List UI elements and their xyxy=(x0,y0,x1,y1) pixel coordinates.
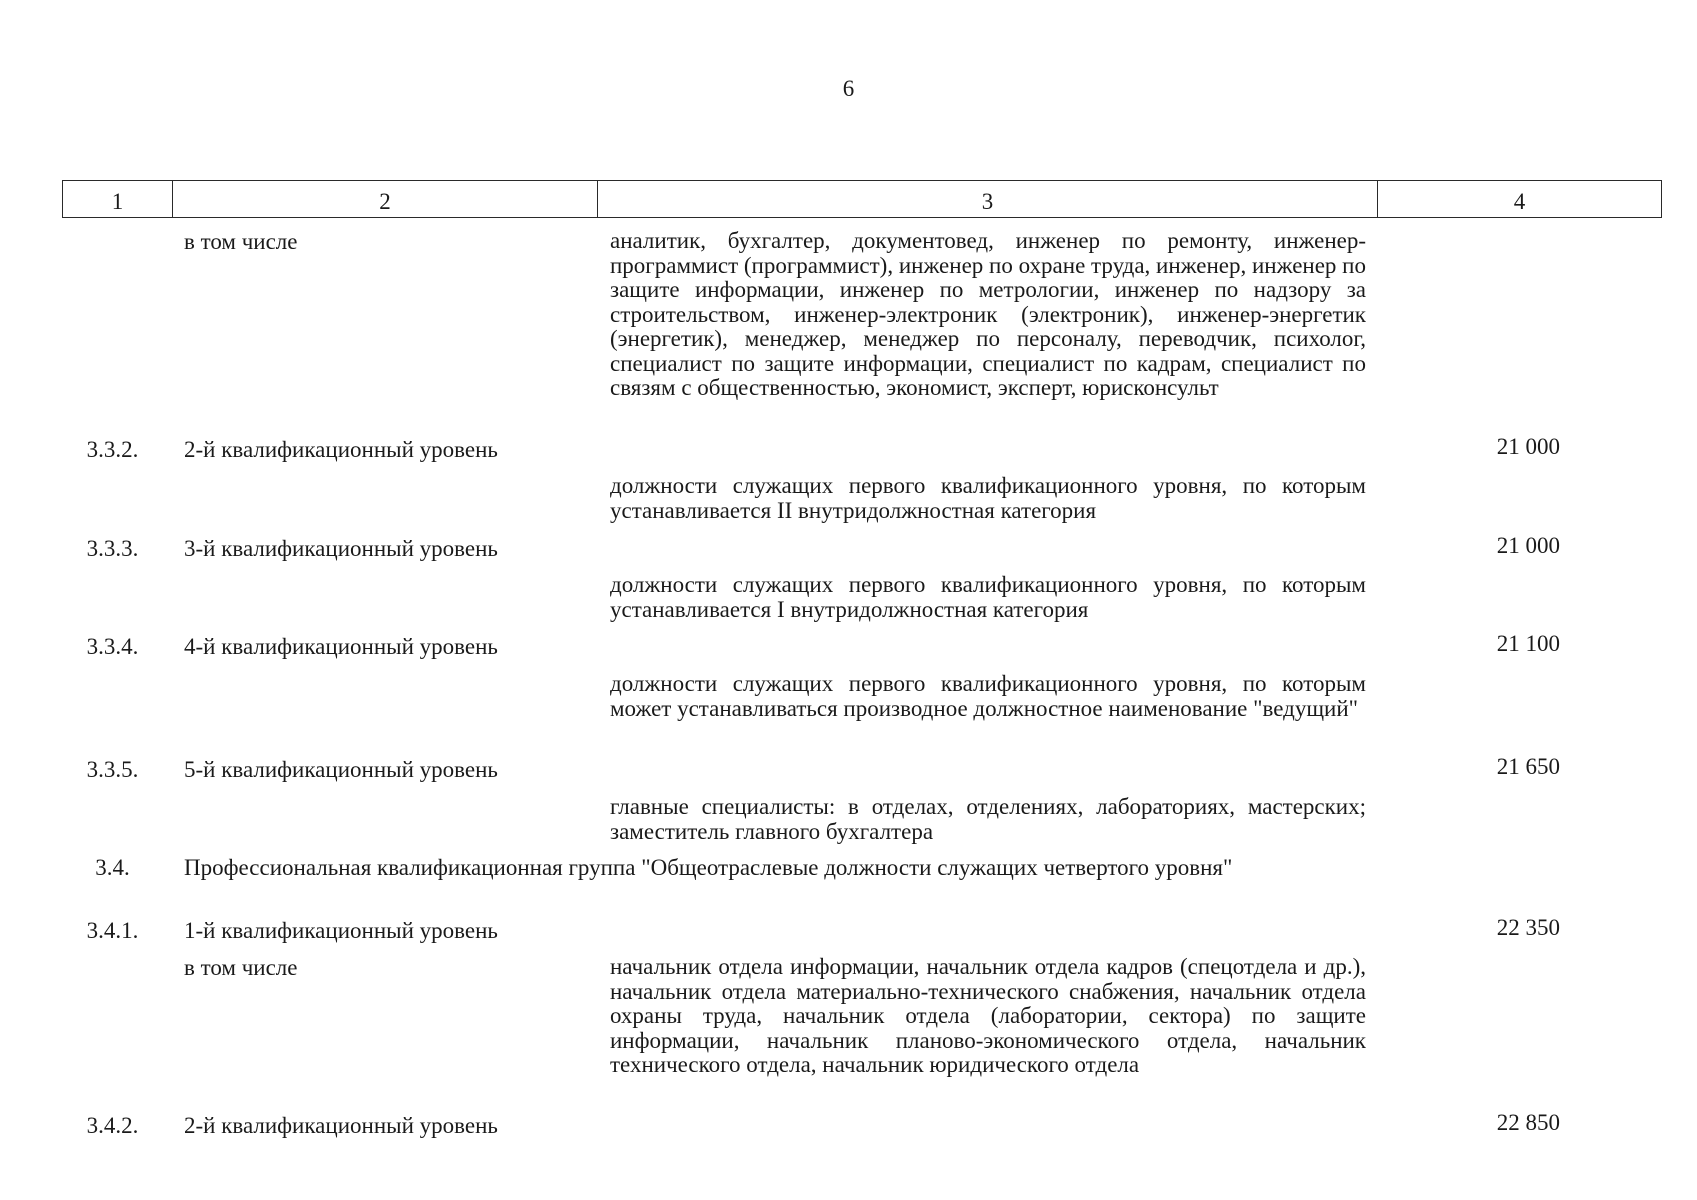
row-description: начальник отдела информации, начальник отдела кадров (спецотдела и др.), начальник отдела материально-технического снабжения, начальник отдела охраны труда, начальник отдела (лаборатории, сектора) по защите информации, начальник планово-экономического отдела, начальник технического отдела, начальник юридического отдела xyxy=(610,954,1366,1077)
row-description: главные специалисты: в отделах, отделениях, лабораториях, мастерских; заместитель главного бухгалтера xyxy=(610,794,1366,844)
row-name: 2-й квалификационный уровень xyxy=(184,1113,498,1138)
row-name: в том числе xyxy=(184,229,298,254)
page-number: 6 xyxy=(842,76,855,101)
row-name: в том числе xyxy=(184,955,298,980)
row-description: должности служащих первого квалификационного уровня, по которым может устанавливаться производное должностное наименование "ведущий" xyxy=(610,671,1366,721)
row-name: 5-й квалификационный уровень xyxy=(184,757,498,782)
row-number: 3.4.2. xyxy=(86,1113,139,1138)
row-amount: 21 000 xyxy=(1496,533,1560,558)
row-name: 3-й квалификационный уровень xyxy=(184,536,498,561)
column-header-2: 2 xyxy=(173,181,598,217)
column-header-1: 1 xyxy=(63,181,173,217)
row-amount: 22 850 xyxy=(1496,1110,1560,1135)
row-amount: 22 350 xyxy=(1496,915,1560,940)
row-number: 3.3.5. xyxy=(86,757,139,782)
table-header xyxy=(62,180,1662,218)
row-number: 3.3.3. xyxy=(86,536,139,561)
row-name: 2-й квалификационный уровень xyxy=(184,437,498,462)
column-header-3: 3 xyxy=(598,181,1378,217)
row-description: аналитик, бухгалтер, документовед, инженер по ремонту, инженер-программист (программист), инженер по охране труда, инженер, инженер по защите информации, инженер по метрологии, инженер по надзору за строительством, инженер-электроник (электроник), инженер-энергетик (энергетик), менеджер, менеджер по персоналу, переводчик, психолог, специалист по защите информации, специалист по кадрам, специалист по связям с общественностью, экономист, эксперт, юрисконсульт xyxy=(610,228,1366,400)
row-name: 4-й квалификационный уровень xyxy=(184,634,498,659)
row-description: должности служащих первого квалификационного уровня, по которым устанавливается II внутридолжностная категория xyxy=(610,473,1366,523)
row-number: 3.4. xyxy=(95,855,130,880)
row-amount: 21 100 xyxy=(1496,631,1560,656)
row-description: должности служащих первого квалификационного уровня, по которым устанавливается I внутридолжностная категория xyxy=(610,572,1366,622)
column-header-4: 4 xyxy=(1513,189,1526,214)
row-name: 1-й квалификационный уровень xyxy=(184,918,498,943)
row-amount: 21 650 xyxy=(1496,754,1560,779)
row-number: 3.4.1. xyxy=(86,918,139,943)
row-amount: 21 000 xyxy=(1496,434,1560,459)
row-number: 3.3.4. xyxy=(86,634,139,659)
row-number: 3.3.2. xyxy=(86,437,139,462)
row-name: Профессиональная квалификационная группа "Общеотраслевые должности служащих четвертого уровня" xyxy=(184,855,1233,880)
